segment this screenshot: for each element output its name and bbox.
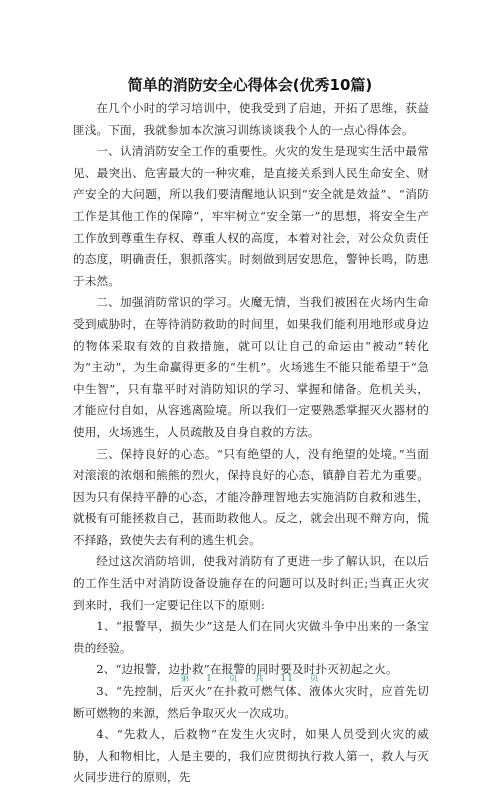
paragraph-principle-3: 3、“先控制，后灭火”在扑救可燃气体、液体火灾时，应首先切断可燃物的来源，然后争取灭火一次成功。 <box>73 684 429 720</box>
paragraph-section-3: 三、保持良好的心态。“只有绝望的人，没有绝望的处境。”当面对滚滚的浓烟和熊熊的烈火，保持良好的心态，镇静自若尤为重要。因为只有保持平静的心态，才能冷静理智地去实施消防自救和逃生，就极有可能拯救自己，甚而助救他人。反之，就会出现不辩方向，慌不择路，致使失去有利的逃生机会。 <box>73 446 429 547</box>
footer-page-number: 1 <box>206 674 213 684</box>
footer-page-label: 第 <box>180 674 191 684</box>
document-title: 简单的消防安全心得体会(优秀10篇) <box>127 76 373 94</box>
paragraph-principle-2: 2、“边报警，边扑救”在报警的同时要及时扑灭初起之火。 <box>96 662 398 677</box>
footer-page-unit: 页 <box>228 674 239 684</box>
footer-total-pages: 11 <box>280 674 294 684</box>
paragraph-section-2: 二、加强消防常识的学习。火魔无情，当我们被困在火场内生命受到威胁时，在等待消防救助的时间里，如果我们能利用地形或身边的物体采取有效的自救措施，就可以让自己的命运由“被动”转化为“主动”，为生命赢得更多的“生机”。火场逃生不能只能希望于“急中生智”，只有靠平时对消防知识的学习、掌握和储备。危机关头，才能应付自如，从容逃离险境。所以我们一定要熟悉掌握灭火器材的使用，火场逃生，人员疏散及自身自救的方法。 <box>73 295 429 439</box>
document-body <box>73 98 429 789</box>
paragraph-section-1: 一、认清消防安全工作的重要性。火灾的发生是现实生活中最常见、最突出、危害最大的一种灾难，是直接关系到人民生命安全、财产安全的大问题，所以我们要清醒地认识到“安全就是效益”、“消防工作是其他工作的保障”，牢牢树立“安全第一”的思想，将安全生产工作放到尊重生存权、尊重人权的高度，本着对社会，对公众负责任的态度，明确责任，狠抓落实。时刻做到居安思危，警钟长鸣，防患于未然。 <box>73 144 429 288</box>
paragraph-principle-4: 4、“先救人，后救物”在发生火灾时，如果人员受到火灾的威胁，人和物相比，人是主要的，我们应贯彻执行救人第一，救人与灭火同步进行的原则，先 <box>73 727 429 785</box>
footer-total-label: 共 <box>254 674 265 684</box>
footer-total-unit: 页 <box>309 674 320 684</box>
page-footer <box>0 673 500 685</box>
paragraph-principle-1: 1、“报警早，损失少”这是人们在同火灾做斗争中出来的一条宝贵的经验。 <box>73 619 429 655</box>
paragraph-summary: 经过这次消防培训，使我对消防有了更进一步了解认识，在以后的工作生活中对消防设备设施存在的问题可以及时纠正;当真正火灾到来时，我们一定要记住以下的原则: <box>73 554 429 612</box>
paragraph-intro: 在几个小时的学习培训中，使我受到了启迪，开拓了思维，获益匪浅。下面，我就参加本次演习训练谈谈我个人的一点心得体会。 <box>73 101 429 137</box>
